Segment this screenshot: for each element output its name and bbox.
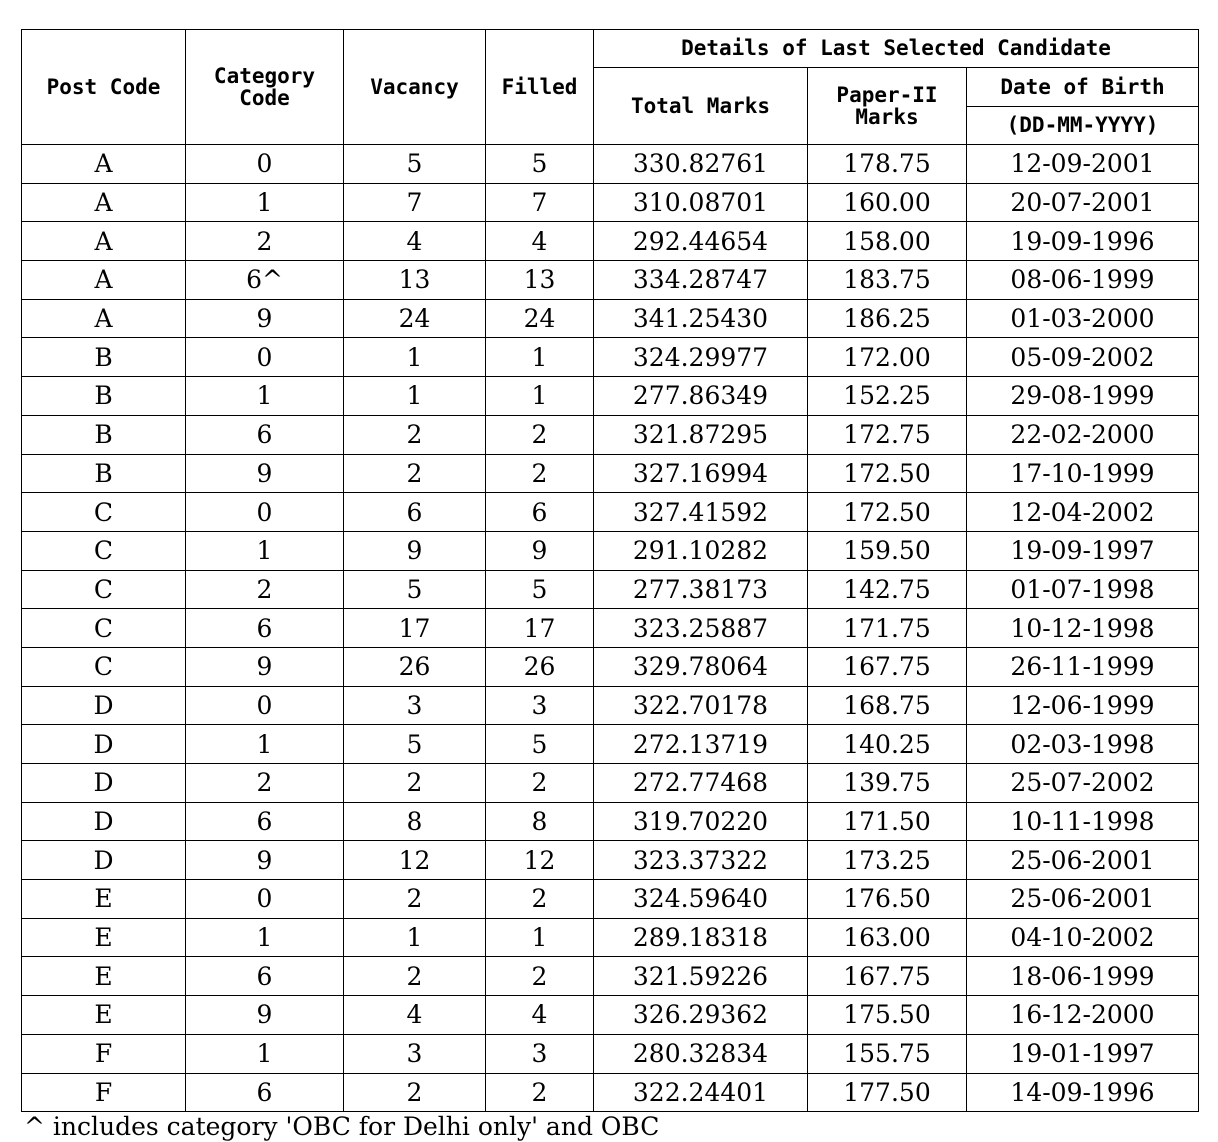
cell-post-code: F: [22, 1034, 186, 1073]
cell-total-marks: 277.86349: [594, 377, 808, 416]
cell-paper-ii-marks: 186.25: [808, 299, 967, 338]
cell-paper-ii-marks: 171.50: [808, 802, 967, 841]
cell-vacancy: 17: [344, 609, 486, 648]
cell-date-of-birth: 29-08-1999: [967, 377, 1199, 416]
cell-total-marks: 321.59226: [594, 957, 808, 996]
table-row: [22, 299, 1199, 338]
cell-date-of-birth: 22-02-2000: [967, 415, 1199, 454]
cell-filled: 17: [486, 609, 594, 648]
cell-vacancy: 2: [344, 415, 486, 454]
cell-post-code: B: [22, 454, 186, 493]
cell-paper-ii-marks: 183.75: [808, 261, 967, 300]
footnote: ^ includes category 'OBC for Delhi only' and OBC: [24, 1112, 660, 1141]
cell-date-of-birth: 26-11-1999: [967, 647, 1199, 686]
cell-filled: 13: [486, 261, 594, 300]
table-row: [22, 377, 1199, 416]
cell-category-code: 9: [186, 996, 344, 1035]
cell-vacancy: 5: [344, 570, 486, 609]
table-row: [22, 918, 1199, 957]
header-vacancy: Vacancy: [344, 30, 486, 145]
cell-category-code: 2: [186, 764, 344, 803]
cell-vacancy: 7: [344, 183, 486, 222]
cell-date-of-birth: 25-07-2002: [967, 764, 1199, 803]
cell-paper-ii-marks: 163.00: [808, 918, 967, 957]
table-row: [22, 261, 1199, 300]
cell-filled: 7: [486, 183, 594, 222]
cell-paper-ii-marks: 172.50: [808, 493, 967, 532]
table-row: [22, 570, 1199, 609]
cell-date-of-birth: 12-04-2002: [967, 493, 1199, 532]
cell-filled: 3: [486, 1034, 594, 1073]
cell-category-code: 1: [186, 183, 344, 222]
cell-total-marks: 310.08701: [594, 183, 808, 222]
table-row: [22, 686, 1199, 725]
cell-date-of-birth: 18-06-1999: [967, 957, 1199, 996]
cell-date-of-birth: 01-03-2000: [967, 299, 1199, 338]
cell-total-marks: 329.78064: [594, 647, 808, 686]
cell-category-code: 1: [186, 377, 344, 416]
cell-category-code: 0: [186, 338, 344, 377]
cell-filled: 2: [486, 1073, 594, 1112]
cell-paper-ii-marks: 155.75: [808, 1034, 967, 1073]
cell-date-of-birth: 14-09-1996: [967, 1073, 1199, 1112]
cell-total-marks: 321.87295: [594, 415, 808, 454]
cell-paper-ii-marks: 167.75: [808, 647, 967, 686]
table-row: [22, 1073, 1199, 1112]
cell-date-of-birth: 20-07-2001: [967, 183, 1199, 222]
cell-post-code: F: [22, 1073, 186, 1112]
header-total-marks: Total Marks: [594, 68, 808, 145]
cell-paper-ii-marks: 175.50: [808, 996, 967, 1035]
table-row: [22, 338, 1199, 377]
cell-category-code: 2: [186, 570, 344, 609]
results-table: [21, 29, 1199, 1112]
cell-date-of-birth: 19-09-1996: [967, 222, 1199, 261]
cell-post-code: D: [22, 802, 186, 841]
cell-paper-ii-marks: 177.50: [808, 1073, 967, 1112]
cell-date-of-birth: 17-10-1999: [967, 454, 1199, 493]
cell-vacancy: 3: [344, 1034, 486, 1073]
cell-category-code: 9: [186, 454, 344, 493]
cell-filled: 4: [486, 996, 594, 1035]
cell-date-of-birth: 19-09-1997: [967, 531, 1199, 570]
cell-post-code: A: [22, 145, 186, 184]
cell-paper-ii-marks: 168.75: [808, 686, 967, 725]
cell-vacancy: 1: [344, 338, 486, 377]
cell-vacancy: 4: [344, 996, 486, 1035]
table-row: [22, 609, 1199, 648]
cell-post-code: A: [22, 183, 186, 222]
cell-total-marks: 291.10282: [594, 531, 808, 570]
cell-post-code: C: [22, 531, 186, 570]
cell-post-code: C: [22, 570, 186, 609]
table-row: [22, 880, 1199, 919]
cell-total-marks: 322.24401: [594, 1073, 808, 1112]
cell-post-code: B: [22, 338, 186, 377]
cell-category-code: 6: [186, 1073, 344, 1112]
table-row: [22, 1034, 1199, 1073]
cell-category-code: 6: [186, 609, 344, 648]
cell-total-marks: 292.44654: [594, 222, 808, 261]
cell-paper-ii-marks: 140.25: [808, 725, 967, 764]
header-row: [22, 30, 1199, 68]
cell-total-marks: 322.70178: [594, 686, 808, 725]
table-row: [22, 996, 1199, 1035]
cell-total-marks: 327.41592: [594, 493, 808, 532]
cell-post-code: D: [22, 841, 186, 880]
cell-filled: 5: [486, 725, 594, 764]
header-post-code: Post Code: [22, 30, 186, 145]
cell-vacancy: 8: [344, 802, 486, 841]
table-row: [22, 957, 1199, 996]
cell-category-code: 9: [186, 647, 344, 686]
header-last-selected-candidate: Details of Last Selected Candidate: [594, 30, 1199, 68]
cell-category-code: 1: [186, 531, 344, 570]
cell-vacancy: 24: [344, 299, 486, 338]
cell-paper-ii-marks: 171.75: [808, 609, 967, 648]
cell-filled: 24: [486, 299, 594, 338]
header-dob-format: (DD-MM-YYYY): [967, 107, 1199, 145]
cell-paper-ii-marks: 159.50: [808, 531, 967, 570]
cell-paper-ii-marks: 176.50: [808, 880, 967, 919]
cell-category-code: 6^: [186, 261, 344, 300]
cell-filled: 8: [486, 802, 594, 841]
cell-category-code: 6: [186, 415, 344, 454]
cell-post-code: C: [22, 609, 186, 648]
cell-filled: 5: [486, 145, 594, 184]
cell-paper-ii-marks: 167.75: [808, 957, 967, 996]
cell-paper-ii-marks: 172.75: [808, 415, 967, 454]
cell-vacancy: 3: [344, 686, 486, 725]
cell-post-code: E: [22, 918, 186, 957]
cell-paper-ii-marks: 142.75: [808, 570, 967, 609]
cell-total-marks: 289.18318: [594, 918, 808, 957]
cell-post-code: B: [22, 377, 186, 416]
cell-category-code: 6: [186, 802, 344, 841]
cell-paper-ii-marks: 160.00: [808, 183, 967, 222]
cell-filled: 2: [486, 454, 594, 493]
cell-date-of-birth: 10-12-1998: [967, 609, 1199, 648]
cell-vacancy: 12: [344, 841, 486, 880]
cell-filled: 3: [486, 686, 594, 725]
cell-filled: 1: [486, 377, 594, 416]
table-row: [22, 145, 1199, 184]
header-filled: Filled: [486, 30, 594, 145]
cell-date-of-birth: 25-06-2001: [967, 880, 1199, 919]
cell-paper-ii-marks: 172.50: [808, 454, 967, 493]
cell-date-of-birth: 05-09-2002: [967, 338, 1199, 377]
cell-vacancy: 9: [344, 531, 486, 570]
cell-date-of-birth: 01-07-1998: [967, 570, 1199, 609]
cell-vacancy: 4: [344, 222, 486, 261]
cell-post-code: B: [22, 415, 186, 454]
cell-date-of-birth: 02-03-1998: [967, 725, 1199, 764]
cell-filled: 2: [486, 764, 594, 803]
cell-total-marks: 324.59640: [594, 880, 808, 919]
cell-vacancy: 26: [344, 647, 486, 686]
table-header: [22, 30, 1199, 145]
cell-total-marks: 319.70220: [594, 802, 808, 841]
cell-post-code: D: [22, 764, 186, 803]
cell-date-of-birth: 16-12-2000: [967, 996, 1199, 1035]
table-row: [22, 493, 1199, 532]
cell-vacancy: 5: [344, 725, 486, 764]
cell-total-marks: 341.25430: [594, 299, 808, 338]
cell-total-marks: 330.82761: [594, 145, 808, 184]
cell-total-marks: 324.29977: [594, 338, 808, 377]
cell-vacancy: 5: [344, 145, 486, 184]
header-category-code: Category Code: [186, 30, 344, 145]
cell-date-of-birth: 25-06-2001: [967, 841, 1199, 880]
cell-filled: 1: [486, 338, 594, 377]
cell-total-marks: 326.29362: [594, 996, 808, 1035]
cell-total-marks: 272.77468: [594, 764, 808, 803]
cell-vacancy: 1: [344, 377, 486, 416]
cell-total-marks: 323.25887: [594, 609, 808, 648]
cell-date-of-birth: 12-09-2001: [967, 145, 1199, 184]
cell-filled: 5: [486, 570, 594, 609]
cell-total-marks: 327.16994: [594, 454, 808, 493]
table-row: [22, 183, 1199, 222]
cell-category-code: 1: [186, 725, 344, 764]
cell-post-code: A: [22, 222, 186, 261]
table-body: [22, 145, 1199, 1112]
cell-date-of-birth: 04-10-2002: [967, 918, 1199, 957]
cell-vacancy: 2: [344, 1073, 486, 1112]
cell-filled: 2: [486, 957, 594, 996]
cell-category-code: 0: [186, 880, 344, 919]
cell-filled: 26: [486, 647, 594, 686]
cell-post-code: A: [22, 299, 186, 338]
cell-category-code: 9: [186, 299, 344, 338]
cell-date-of-birth: 19-01-1997: [967, 1034, 1199, 1073]
cell-total-marks: 277.38173: [594, 570, 808, 609]
cell-filled: 1: [486, 918, 594, 957]
cell-post-code: D: [22, 686, 186, 725]
cell-post-code: C: [22, 493, 186, 532]
cell-vacancy: 6: [344, 493, 486, 532]
cell-paper-ii-marks: 152.25: [808, 377, 967, 416]
cell-date-of-birth: 10-11-1998: [967, 802, 1199, 841]
table-row: [22, 647, 1199, 686]
cell-paper-ii-marks: 158.00: [808, 222, 967, 261]
table-row: [22, 725, 1199, 764]
cell-category-code: 0: [186, 145, 344, 184]
cell-date-of-birth: 08-06-1999: [967, 261, 1199, 300]
cell-paper-ii-marks: 178.75: [808, 145, 967, 184]
cell-date-of-birth: 12-06-1999: [967, 686, 1199, 725]
cell-vacancy: 2: [344, 880, 486, 919]
cell-total-marks: 334.28747: [594, 261, 808, 300]
cell-post-code: E: [22, 996, 186, 1035]
cell-total-marks: 280.32834: [594, 1034, 808, 1073]
cell-vacancy: 2: [344, 957, 486, 996]
cell-category-code: 1: [186, 1034, 344, 1073]
cell-vacancy: 2: [344, 764, 486, 803]
cell-post-code: E: [22, 957, 186, 996]
cell-total-marks: 323.37322: [594, 841, 808, 880]
cell-post-code: D: [22, 725, 186, 764]
header-paper-ii-marks: Paper-II Marks: [808, 68, 967, 145]
cell-category-code: 0: [186, 493, 344, 532]
cell-filled: 12: [486, 841, 594, 880]
cell-category-code: 6: [186, 957, 344, 996]
table-row: [22, 531, 1199, 570]
cell-filled: 6: [486, 493, 594, 532]
cell-total-marks: 272.13719: [594, 725, 808, 764]
cell-paper-ii-marks: 172.00: [808, 338, 967, 377]
cell-post-code: A: [22, 261, 186, 300]
cell-post-code: C: [22, 647, 186, 686]
table-row: [22, 764, 1199, 803]
table-row: [22, 802, 1199, 841]
cell-filled: 2: [486, 880, 594, 919]
cell-post-code: E: [22, 880, 186, 919]
table-row: [22, 841, 1199, 880]
cell-category-code: 2: [186, 222, 344, 261]
cell-vacancy: 13: [344, 261, 486, 300]
header-date-of-birth: Date of Birth: [967, 68, 1199, 107]
table-row: [22, 454, 1199, 493]
cell-category-code: 0: [186, 686, 344, 725]
table-row: [22, 222, 1199, 261]
cell-filled: 2: [486, 415, 594, 454]
cell-vacancy: 1: [344, 918, 486, 957]
cell-paper-ii-marks: 139.75: [808, 764, 967, 803]
cell-filled: 4: [486, 222, 594, 261]
cell-category-code: 1: [186, 918, 344, 957]
cell-category-code: 9: [186, 841, 344, 880]
cell-vacancy: 2: [344, 454, 486, 493]
cell-filled: 9: [486, 531, 594, 570]
cell-paper-ii-marks: 173.25: [808, 841, 967, 880]
table-row: [22, 415, 1199, 454]
